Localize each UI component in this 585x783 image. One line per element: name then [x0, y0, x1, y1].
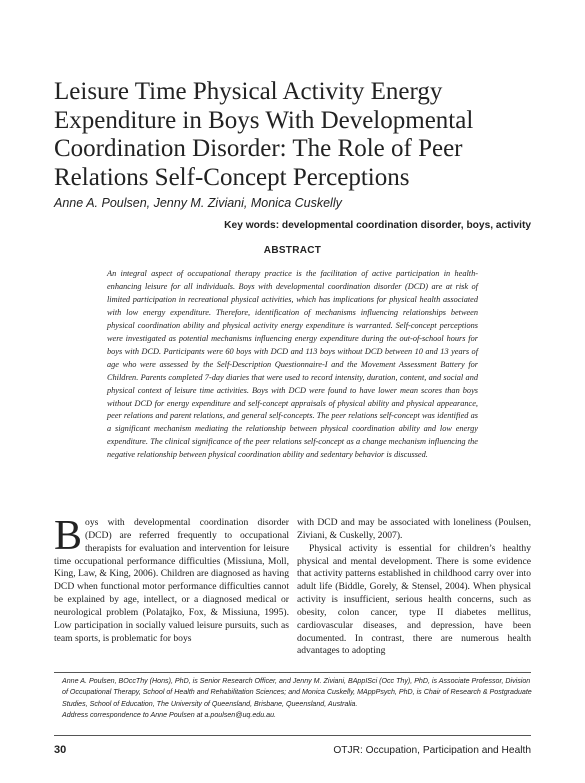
body-column-right — [297, 517, 531, 658]
title-line: Leisure Time Physical Activity Energy — [54, 78, 443, 105]
article-title — [54, 78, 544, 192]
body-text: oys with developmental coordination disorder (DCD) are referred frequently to occupational therapists for evaluation and intervention for leisure time occupational performance difficulties (Missiuna, Moll, King, Law, & King, 2006). Children are diagnosed as having DCD when functional motor performance difficulties cannot be explained by age, intellect, or a diagnosed medical or neurological problem (Polatajko, Fox, & Missiuna, 1995). Low participation in socially valued leisure pursuits, such as team sports, is problematic for boys — [54, 517, 289, 644]
body-column-left — [54, 513, 289, 645]
author-affiliations: Anne A. Poulsen, BOccThy (Hons), PhD, is Senior Research Officer, and Jenny M. Ziviani, BAppISci (Occ Thy), PhD, is Associate Professor, Division of Occupational Therapy, School of Health and Rehabilitation Sciences; and Monica Cuskelly, MAppPsych, PhD, is Chair of Research & Postgraduate Studies, School of Education, The University of Queensland, Brisbane, Queensland, Australia. — [62, 677, 532, 708]
body-paragraph: with DCD and may be associated with loneliness (Poulsen, Ziviani, & Cuskelly, 2007). — [297, 517, 531, 541]
body-paragraph: Physical activity is essential for children’s healthy physical and mental development. There is some evidence that activity patterns established in childhood carry over into adult life (Biddle, Gorely, & Stensel, 2004). When physical activity is insufficient, serious health concerns, such as obesity, colon cancer, type II diabetes mellitus, cardiovascular diseases, and depression, have been documented. In contrast, there are numerous health advantages to adopting — [297, 542, 531, 657]
keywords: Key words: developmental coordination disorder, boys, activity — [224, 220, 531, 231]
journal-name: OTJR: Occupation, Participation and Health — [333, 745, 531, 756]
title-line: Expenditure in Boys With Developmental — [54, 106, 474, 134]
title-line: Coordination Disorder: The Role of Peer — [54, 135, 463, 162]
body-paragraph — [54, 513, 289, 645]
page-number: 30 — [54, 744, 67, 756]
correspondence-address: Address correspondence to Anne Poulsen at a.poulsen@uq.edu.au. — [62, 710, 276, 719]
author-footnote — [62, 676, 532, 721]
abstract-heading: ABSTRACT — [263, 245, 322, 256]
title-line: Relations Self-Concept Perceptions — [54, 163, 410, 191]
footer-divider — [54, 735, 531, 736]
footnote-divider — [54, 672, 531, 673]
abstract-text: An integral aspect of occupational therapy practice is the facilitation of active participation in health-enhancing leisure for all individuals. Boys with developmental coordination disorder (DCD) are at risk of limited participation in recreational physical activities, which has implications for physical health associated with low energy expenditure. Therefore, identification of mechanisms influencing relationships between physical coordination ability and physical activity energy expenditure is warranted. Self-concept perceptions were investigated as potential mechanisms influencing energy expenditure during the out-of-school hours for boys with DCD. Participants were 60 boys with DCD and 113 boys without DCD between 10 and 13 years of age who were assessed by the Self-Description Questionnaire-I and the Movement Assessment Battery for Children. Parents completed 7-day diaries that were used to record intensity, duration, content, and social and physical context of leisure time activities. Boys with DCD were found to have lower mean scores than boys without DCD for energy expenditure and self-concept appraisals of physical ability and physical appearance, peer relations and parent relations, and general self-concepts. The peer relations self-concept was identified as a significant mechanism mediating the relationship between physical coordination ability and low energy expenditure. The clinical significance of the peer relations self-concept as a change mechanism influencing the negative relationship between physical coordination ability and sedentary behavior is discussed. — [107, 269, 478, 460]
author-list: Anne A. Poulsen, Jenny M. Ziviani, Monica Cuskelly — [54, 196, 342, 210]
drop-cap: B — [54, 513, 83, 559]
